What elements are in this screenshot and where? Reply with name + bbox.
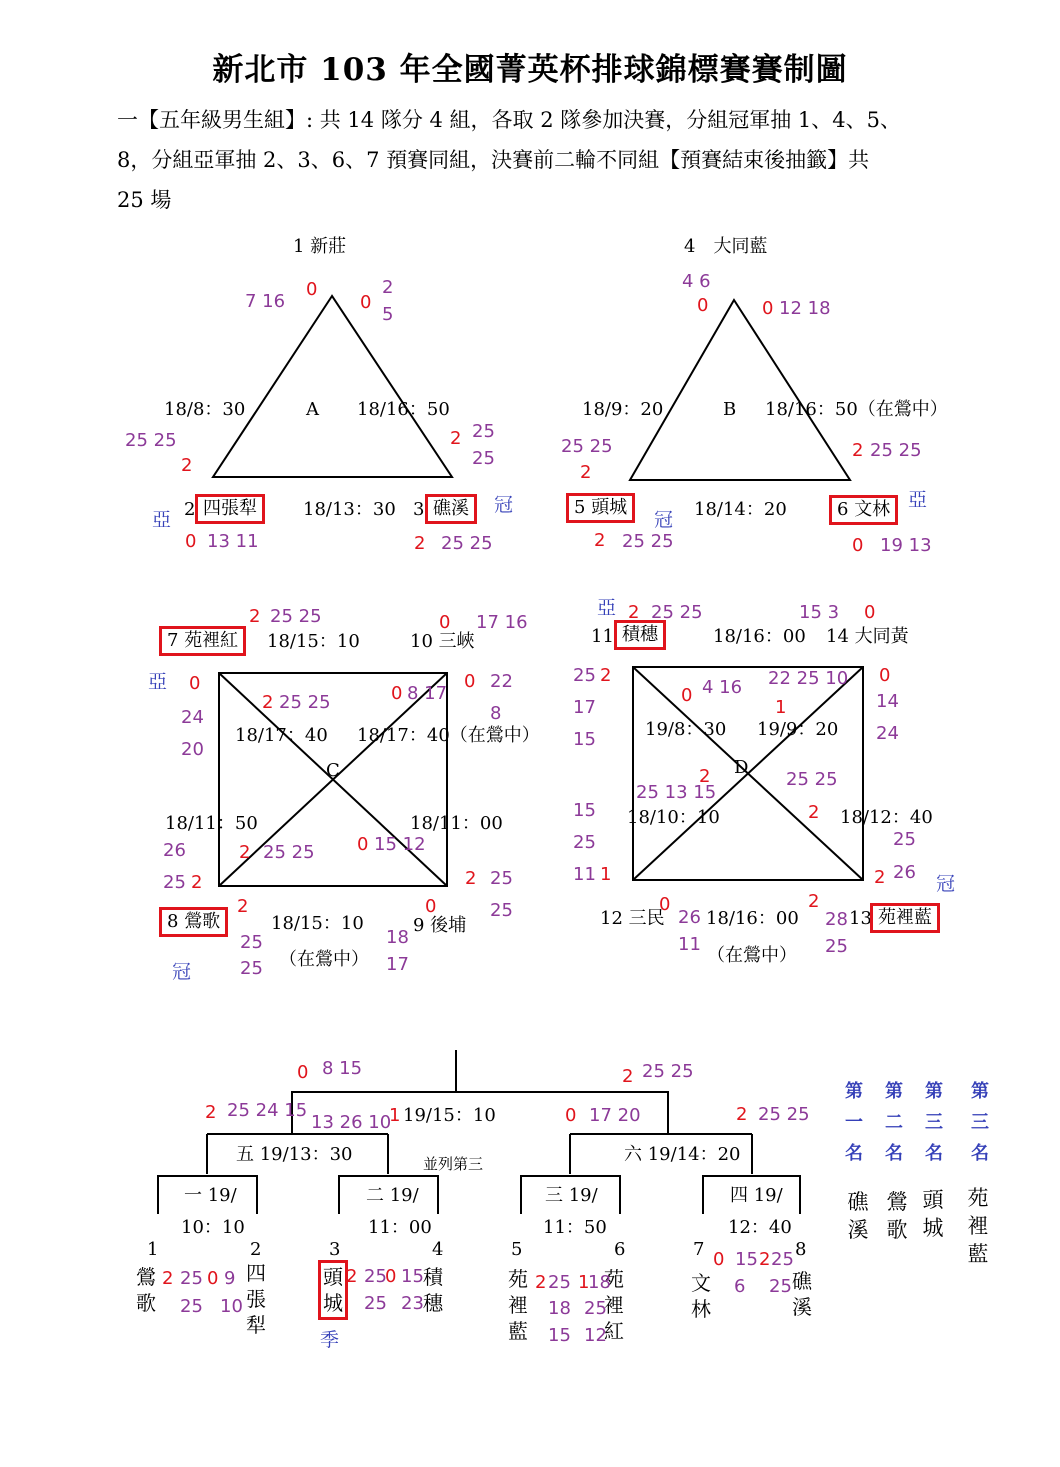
group-c-team-tl [159, 626, 246, 656]
rank-header-1 [843, 1076, 865, 1169]
group-c-team-bl [159, 907, 228, 937]
rank-header-3 [923, 1076, 945, 1169]
score: 26 [678, 907, 701, 928]
score: 15 [735, 1249, 758, 1270]
team-char: 苑 [604, 1267, 624, 1291]
bracket-team-3 [318, 1260, 348, 1320]
score: 25 [180, 1268, 203, 1289]
score: 0 [439, 612, 451, 633]
group-d-time-bottom: 18/16：00 [706, 908, 799, 929]
fourth-mark: 季 [320, 1329, 340, 1351]
group-b-time-bottom: 18/14：20 [694, 499, 787, 520]
score: 2 [699, 766, 711, 787]
score: 0 [391, 683, 403, 704]
score: 2 [874, 867, 886, 888]
rank-char: 歌 [886, 1218, 908, 1242]
group-d-letter: D [734, 757, 749, 778]
score: 25 25 [758, 1104, 810, 1125]
score: 25 [490, 868, 513, 889]
qf3-time-a: 三 19/ [545, 1185, 598, 1206]
group-d-br-num: 13 [849, 908, 872, 929]
score: 0 [185, 531, 197, 552]
score: 9 [224, 1268, 236, 1289]
score: 15 12 [374, 834, 426, 855]
slot-number: 4 [432, 1239, 444, 1260]
group-a-team-top: 1 新莊 [293, 236, 347, 257]
group-a-champion-mark: 冠 [494, 494, 514, 516]
group-a-right-num: 3 [413, 499, 425, 520]
score: 25 [472, 448, 495, 469]
team-char: 溪 [792, 1295, 812, 1319]
group-c-time-d1: 18/17：40 [235, 725, 328, 746]
qf4-time-a: 四 19/ [730, 1185, 783, 1206]
group-a-letter: A [306, 399, 319, 420]
rank-char: 名 [971, 1143, 989, 1164]
final-time: 19/15：10 [403, 1105, 496, 1126]
rank-team-4 [966, 1184, 990, 1268]
score: 2 [346, 1266, 358, 1287]
group-d-tl-num: 11 [591, 626, 614, 647]
score: 2 [808, 891, 820, 912]
score: 17 20 [589, 1105, 641, 1126]
score: 25 [364, 1293, 387, 1314]
score: 0 [385, 1266, 397, 1287]
score: 2 [382, 277, 394, 298]
score: 25 [893, 829, 916, 850]
group-d-time-d1: 19/8：30 [645, 719, 727, 740]
team-char: 頭 [323, 1265, 343, 1289]
semifinal-1-time: 五 19/13：30 [236, 1144, 353, 1165]
qf2-time-a: 二 19/ [366, 1185, 419, 1206]
group-d-champion-mark: 冠 [936, 873, 956, 895]
score: 25 [472, 421, 495, 442]
slot-number: 3 [329, 1239, 341, 1260]
score: 10 [220, 1296, 243, 1317]
score: 25 25 [642, 1061, 694, 1082]
score: 25 [240, 932, 263, 953]
team-char: 文 [691, 1271, 711, 1295]
score: 8 15 [322, 1058, 363, 1079]
rank-char: 名 [925, 1143, 943, 1164]
score: 25 [163, 872, 186, 893]
score: 13 11 [207, 531, 259, 552]
group-c-champion-mark: 冠 [172, 961, 192, 983]
bracket-team-8 [790, 1268, 814, 1320]
team-char: 紅 [604, 1319, 624, 1343]
bracket-team-4 [421, 1264, 445, 1316]
page-title: 新北市 103 年全國菁英杯排球錦標賽賽制圖 [212, 52, 848, 88]
group-c-letter: C [326, 760, 340, 781]
score: 0 [864, 602, 876, 623]
group-c-team-br: 9 後埔 [413, 915, 467, 936]
group-b-team-top: 4 大同藍 [684, 236, 768, 257]
team-char: 歌 [136, 1291, 156, 1315]
score: 15 [401, 1266, 424, 1287]
score: 11 [678, 934, 701, 955]
slot-number: 1 [147, 1239, 159, 1260]
group-a-team-left: 四張犁 [195, 494, 265, 524]
score: 2 [759, 1249, 771, 1270]
score: 0 [681, 685, 693, 706]
team-char: 苑 [508, 1267, 528, 1291]
score: 0 [297, 1062, 309, 1083]
score: 25 25 [279, 692, 331, 713]
score: 5 [382, 304, 394, 325]
group-b-runnerup-mark: 亞 [908, 489, 928, 511]
rank-char: 第 [845, 1081, 863, 1102]
bracket-team-5 [506, 1266, 530, 1344]
score: 25 25 [263, 842, 315, 863]
score: 17 [573, 697, 596, 718]
score: 2 [535, 1272, 547, 1293]
team-char: 城 [323, 1291, 343, 1315]
score: 8 17 [407, 683, 448, 704]
score: 15 [573, 729, 596, 750]
rank-char: 第 [885, 1081, 903, 1102]
bracket-team-2 [244, 1260, 268, 1338]
score: 0 [189, 673, 201, 694]
score: 4 6 [682, 271, 711, 292]
score: 25 [548, 1272, 571, 1293]
group-b-team-right [829, 495, 898, 525]
rank-header-2 [883, 1076, 905, 1169]
score: 0 [697, 295, 709, 316]
score: 1 [578, 1272, 590, 1293]
group-d-venue-bottom: （在鶯中） [707, 945, 797, 966]
score: 2 [852, 440, 864, 461]
score: 2 [191, 872, 203, 893]
rank-char: 頭 [922, 1188, 944, 1212]
score: 0 [425, 896, 437, 917]
qf1-time-b: 10：10 [181, 1217, 245, 1238]
score: 0 [207, 1268, 219, 1289]
score: 0 [306, 279, 318, 300]
group-b-time-left: 18/9：20 [582, 399, 664, 420]
rank-char: 第 [971, 1081, 989, 1102]
team-char: 裡 [604, 1293, 624, 1317]
team-char: 林 [691, 1297, 711, 1321]
group-c-time-right: 18/11：00 [410, 813, 503, 834]
score: 25 25 [651, 602, 703, 623]
score: 4 16 [702, 677, 743, 698]
group-d-team-tr: 14 大同黃 [826, 626, 909, 647]
score: 20 [181, 739, 204, 760]
description [117, 100, 977, 220]
score: 2 [594, 530, 606, 551]
score: 22 [490, 671, 513, 692]
score: 0 [879, 665, 891, 686]
score: 2 [249, 606, 261, 627]
score: 2 [237, 896, 249, 917]
rank-char: 鶯 [886, 1190, 908, 1214]
group-b-left-name: 頭城 [591, 497, 628, 518]
score: 2 [414, 533, 426, 554]
group-c-runnerup-mark: 亞 [148, 671, 168, 693]
rank-char: 藍 [967, 1242, 989, 1266]
score: 0 [360, 292, 372, 313]
qf3-time-b: 11：50 [543, 1217, 607, 1238]
score: 17 16 [476, 612, 528, 633]
score: 25 [769, 1276, 792, 1297]
score: 2 [465, 868, 477, 889]
group-c-tl-name: 苑裡紅 [184, 630, 239, 651]
rank-char: 一 [845, 1112, 863, 1133]
score: 18 [588, 1272, 611, 1293]
slot-number: 5 [511, 1239, 523, 1260]
semifinal-2-time: 六 19/14：20 [624, 1144, 741, 1165]
team-char: 礁 [792, 1269, 812, 1293]
group-a-time-right: 18/16：50 [357, 399, 450, 420]
group-d-runnerup-mark: 亞 [597, 597, 617, 619]
score: 0 [464, 671, 476, 692]
score: 28 [825, 909, 848, 930]
bracket-team-1 [134, 1264, 158, 1316]
score: 2 [181, 455, 193, 476]
score: 7 16 [245, 291, 286, 312]
score: 2 [600, 665, 612, 686]
group-a-time-left: 18/8：30 [164, 399, 246, 420]
rank-char: 名 [885, 1143, 903, 1164]
bracket-team-7 [689, 1270, 713, 1322]
qf2-time-b: 11：00 [368, 1217, 432, 1238]
description-line: 一【五年級男生組】: 共 14 隊分 4 組，各取 2 隊參加決賽，分組冠軍抽 1、4、5、 [117, 108, 902, 132]
knockout-bracket [158, 1050, 800, 1214]
rank-team-2 [885, 1188, 909, 1244]
score: 2 [450, 428, 462, 449]
score: 14 [876, 691, 899, 712]
qf4-time-b: 12：40 [728, 1217, 792, 1238]
group-b-right-name: 文林 [854, 499, 891, 520]
score: 6 [734, 1276, 746, 1297]
group-b-time-right: 18/16：50（在鶯中） [765, 399, 948, 420]
score: 25 [364, 1266, 387, 1287]
team-char: 藍 [508, 1319, 528, 1343]
group-d-time-d2: 19/9：20 [757, 719, 839, 740]
group-c-time-d2: 18/17：40（在鶯中） [357, 725, 540, 746]
group-c-time-left: 18/11：50 [165, 813, 258, 834]
score: 0 [713, 1249, 725, 1270]
score: 18 [548, 1298, 571, 1319]
rank-header-4 [969, 1076, 991, 1169]
score: 25 13 15 [636, 782, 717, 803]
group-d-team-tl: 積穗 [614, 620, 666, 650]
group-b-champion-mark: 冠 [654, 509, 674, 531]
team-char: 裡 [508, 1293, 528, 1317]
score: 2 [808, 802, 820, 823]
team-char: 犁 [246, 1313, 266, 1337]
rank-char: 三 [925, 1112, 943, 1133]
score: 2 [162, 1268, 174, 1289]
score: 25 25 [561, 436, 613, 457]
group-c-time-bottom: 18/15：10 [271, 913, 364, 934]
rank-char: 城 [922, 1216, 944, 1240]
team-char: 鶯 [136, 1265, 156, 1289]
score: 2 [239, 842, 251, 863]
third-place-label: 並列第三 [423, 1155, 484, 1173]
score: 18 [386, 927, 409, 948]
score: 2 [622, 1066, 634, 1087]
description-line: 25 場 [117, 188, 172, 212]
score: 23 [401, 1293, 424, 1314]
score: 0 [852, 535, 864, 556]
score: 25 25 [441, 533, 493, 554]
score: 25 [771, 1249, 794, 1270]
rank-char: 三 [971, 1112, 989, 1133]
score: 0 [357, 834, 369, 855]
team-char: 張 [246, 1287, 266, 1311]
team-char: 穗 [423, 1291, 443, 1315]
description-line: 8，分組亞軍抽 2、3、6、7 預賽同組，決賽前二輪不同組【預賽結束後抽籤】共 [117, 148, 870, 172]
rank-char: 溪 [847, 1218, 869, 1242]
rank-char: 名 [845, 1143, 863, 1164]
group-c-tl-num: 7 [167, 630, 179, 651]
score: 25 [240, 958, 263, 979]
rank-char: 苑 [967, 1186, 989, 1210]
score: 1 [600, 864, 612, 885]
score: 22 25 10 [768, 668, 849, 689]
group-c-time-top: 18/15：10 [267, 631, 360, 652]
group-d-time-top: 18/16：00 [713, 626, 806, 647]
group-d-team-bl: 12 三民 [600, 908, 665, 929]
group-b-team-left [566, 493, 635, 523]
score: 2 [262, 692, 274, 713]
score: 0 [762, 298, 774, 319]
score: 1 [389, 1105, 401, 1126]
score: 25 25 [270, 606, 322, 627]
qf1-time-a: 一 19/ [184, 1185, 237, 1206]
rank-char: 二 [885, 1112, 903, 1133]
score: 15 3 [799, 602, 840, 623]
group-d-time-right: 18/12：40 [840, 807, 933, 828]
score: 25 [573, 665, 596, 686]
score: 8 [490, 703, 502, 724]
group-a-runnerup-mark: 亞 [152, 509, 172, 531]
group-c-venue-bottom: （在鶯中） [279, 949, 369, 970]
group-c-bl-num: 8 [167, 911, 179, 932]
score: 0 [659, 894, 671, 915]
group-a-team-right: 礁溪 [425, 494, 477, 524]
score: 25 [573, 832, 596, 853]
score: 2 [205, 1102, 217, 1123]
score: 25 25 [622, 531, 674, 552]
score: 12 [584, 1325, 607, 1346]
rank-char: 第 [925, 1081, 943, 1102]
score: 24 [876, 723, 899, 744]
score: 2 [736, 1104, 748, 1125]
group-c-bl-name: 鶯歌 [184, 911, 221, 932]
score: 24 [181, 707, 204, 728]
group-a-time-bottom: 18/13：30 [303, 499, 396, 520]
group-a-left-num: 2 [184, 499, 196, 520]
score: 26 [163, 840, 186, 861]
score: 15 [548, 1325, 571, 1346]
score: 2 [628, 602, 640, 623]
group-a-triangle [213, 296, 452, 477]
group-d-time-left: 18/10：10 [627, 807, 720, 828]
rank-char: 礁 [847, 1190, 869, 1214]
score: 25 25 [125, 430, 177, 451]
slot-number: 2 [250, 1239, 262, 1260]
score: 12 18 [779, 298, 831, 319]
score: 17 [386, 954, 409, 975]
team-char: 四 [246, 1261, 266, 1285]
slot-number: 6 [614, 1239, 626, 1260]
score: 25 [490, 900, 513, 921]
score: 25 [825, 936, 848, 957]
score: 26 [893, 862, 916, 883]
group-b-triangle [630, 300, 850, 480]
score: 13 26 10 [311, 1112, 392, 1133]
group-b-letter: B [723, 399, 737, 420]
score: 25 25 [870, 440, 922, 461]
score: 11 [573, 864, 596, 885]
rank-char: 裡 [967, 1214, 989, 1238]
group-b-left-num: 5 [574, 497, 586, 518]
slot-number: 8 [795, 1239, 807, 1260]
score: 19 13 [880, 535, 932, 556]
score: 25 [180, 1296, 203, 1317]
group-c-team-tr: 10 三峽 [410, 631, 475, 652]
score: 25 24 15 [227, 1100, 308, 1121]
score: 1 [775, 697, 787, 718]
group-d-team-br: 苑裡藍 [870, 903, 940, 933]
slot-number: 7 [693, 1239, 705, 1260]
group-b-right-num: 6 [837, 499, 849, 520]
rank-team-3 [921, 1186, 945, 1242]
team-char: 積 [423, 1265, 443, 1289]
score: 0 [565, 1105, 577, 1126]
score: 25 [584, 1298, 607, 1319]
score: 25 25 [786, 769, 838, 790]
score: 2 [580, 462, 592, 483]
score: 15 [573, 800, 596, 821]
rank-team-1 [846, 1188, 870, 1244]
